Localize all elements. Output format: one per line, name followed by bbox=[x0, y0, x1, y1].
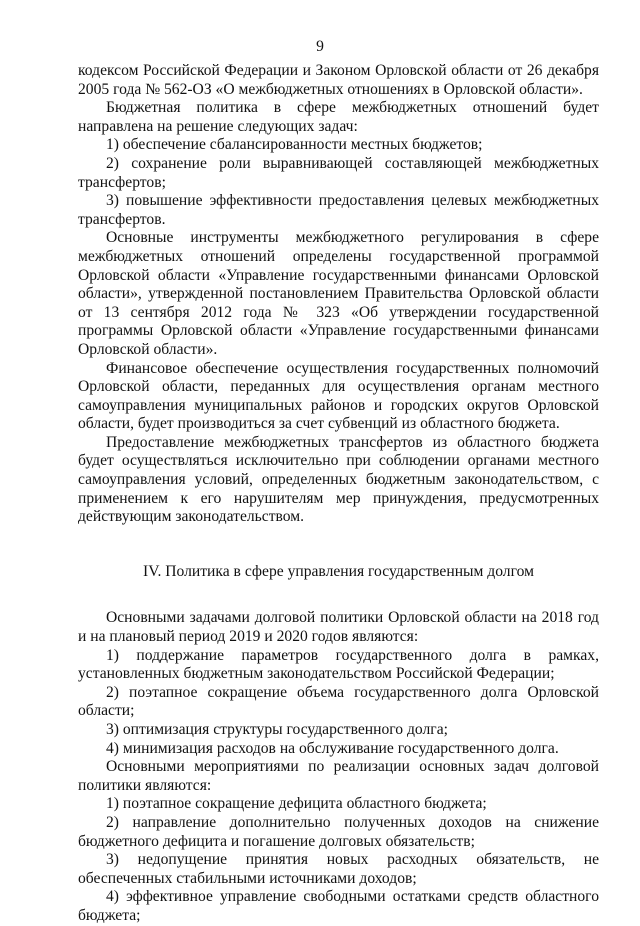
paragraph: 4) минимизация расходов на обслуживание государственного долга. bbox=[106, 739, 559, 757]
paragraph: 4) эффективное управление свободными остатками средств областного бюджета; bbox=[78, 888, 599, 924]
document-body bbox=[78, 62, 599, 926]
paragraph: Основными задачами долговой политики Орловской области на 2018 год и на плановый период 2019 и 2020 годов являются: bbox=[78, 609, 599, 646]
paragraph: Финансовое обеспечение осуществления государственных полномочий Орловской области, переданных для осуществления органам местного самоуправления муниципальных районов и городских округов Орловской области, будет производиться за счет субвенций из областного бюджета. bbox=[78, 359, 599, 433]
paragraph: кодексом Российской Федерации и Законом Орловской области от 26 декабря 2005 года № 562-ОЗ «О межбюджетных отношениях в Орловской области». bbox=[78, 62, 599, 98]
section-heading: IV. Политика в сфере управления государственным долгом bbox=[143, 562, 534, 580]
interbudget-policy-section bbox=[78, 62, 599, 527]
paragraph: 1) поэтапное сокращение дефицита областного бюджета; bbox=[106, 795, 487, 813]
paragraph: Основные инструменты межбюджетного регулирования в сфере межбюджетных отношений определены государственной программой Орловской области «Управление государственными финансами Орловской области», утвержденной постановлением Правительства Орловской области от 13 сентября 2012 года № 323 «Об утверждении государственной программы Орловской области «Управление государственными финансами Орловской области». bbox=[78, 229, 599, 358]
paragraph: Предоставление межбюджетных трансфертов из областного бюджета будет осуществляться исключительно при соблюдении органами местного самоуправления условий, определенных бюджетным законодательством, с применением к его нарушителям мер принуждения, предусмотренных действующим законодательством. bbox=[78, 433, 599, 526]
paragraph: 3) оптимизация структуры государственного долга; bbox=[106, 721, 448, 738]
paragraph: 3) повышение эффективности предоставления целевых межбюджетных трансфертов. bbox=[78, 192, 599, 228]
paragraph: 3) недопущение принятия новых расходных обязательств, не обеспеченных стабильными источниками доходов; bbox=[78, 851, 599, 887]
paragraph: 2) сохранение роли выравнивающей составляющей межбюджетных трансфертов; bbox=[78, 154, 599, 191]
paragraph: 2) поэтапное сокращение объема государственного долга Орловской области; bbox=[78, 683, 599, 720]
paragraph: 1) обеспечение сбалансированности местных бюджетов; bbox=[106, 136, 483, 154]
debt-policy-section bbox=[78, 609, 599, 925]
paragraph: 2) направление дополнительно полученных доходов на снижение бюджетного дефицита и погашение долговых обязательств; bbox=[78, 813, 599, 850]
paragraph: Основными мероприятиями по реализации основных задач долговой политики являются: bbox=[78, 758, 599, 794]
paragraph: 1) поддержание параметров государственного долга в рамках, установленных бюджетным законодательством Российской Федерации; bbox=[78, 646, 599, 683]
paragraph: Бюджетная политика в сфере межбюджетных отношений будет направлена на решение следующих задач: bbox=[78, 99, 599, 135]
page-number: 9 bbox=[316, 38, 324, 55]
